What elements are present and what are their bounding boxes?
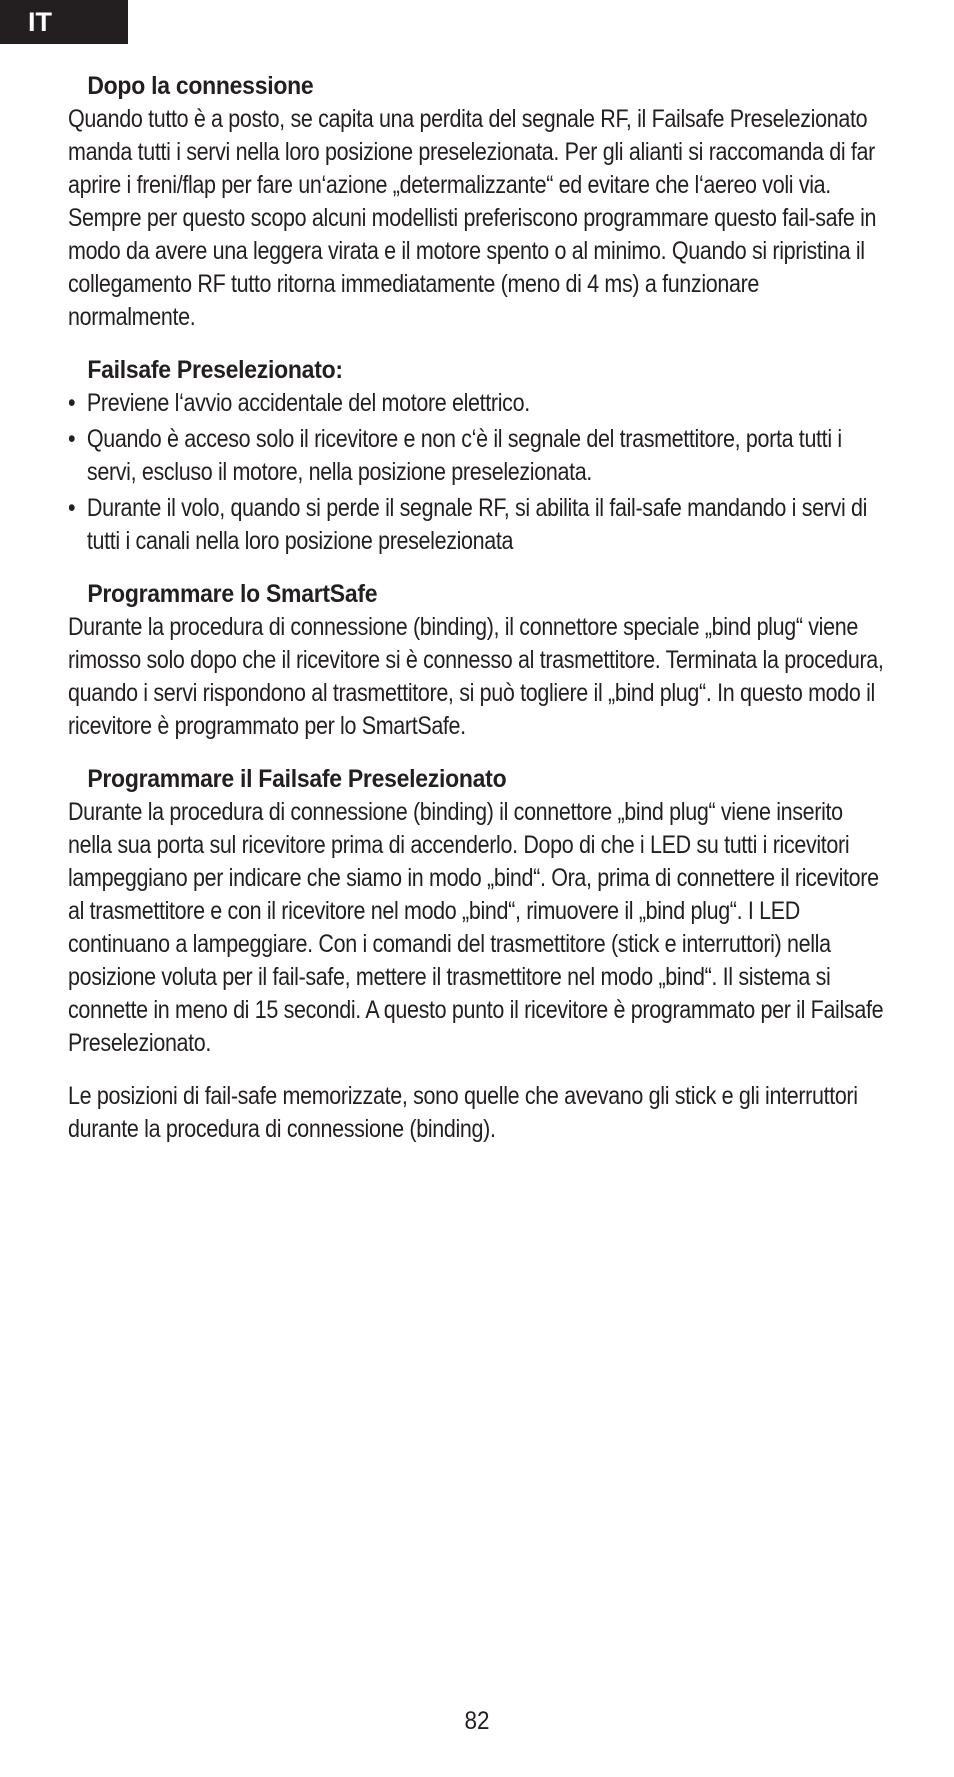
bullet-list xyxy=(68,387,892,558)
list-item xyxy=(68,492,888,558)
list-item xyxy=(68,423,888,489)
paragraph: Quando tutto è a posto, se capita una perdita del segnale RF, il Failsafe Preselezionato manda tutti i servi nella loro posizione preselezionata. Per gli alianti si raccomanda di far aprire i freni/flap per fare un‘azione „determalizzante“ ed evitare che l‘aereo voli via. Sempre per questo scopo alcuni modellisti preferiscono programmare questo fail-safe in modo da avere una leggera virata e il motore spento o al minimo. Quando si ripristina il collegamento RF tutto ritorna immediatamente (meno di 4 ms) a funzionare normalmente. xyxy=(68,105,877,331)
paragraph: Durante la procedura di connessione (binding), il connettore speciale „bind plug“ viene rimosso solo dopo che il ricevitore si è connesso al trasmettitore. Terminata la procedura, quando i servi rispondono al trasmettitore, si può togliere il „bind plug“. In questo modo il ricevitore è programmato per lo SmartSafe. xyxy=(68,613,884,740)
list-item-text: Durante il volo, quando si perde il segnale RF, si abilita il fail-safe mandando i servi di tutti i canali nella loro posizione preselezionata xyxy=(86,494,868,555)
list-item-text: Quando è acceso solo il ricevitore e non c‘è il segnale del trasmettitore, porta tutti i servi, escluso il motore, nella posizione preselezionata. xyxy=(86,425,842,486)
section-dopo-la-connessione xyxy=(68,70,892,334)
section-heading: Programmare lo SmartSafe xyxy=(87,580,378,608)
section-programmare-failsafe xyxy=(68,763,892,1146)
paragraph: Durante la procedura di connessione (binding) il connettore „bind plug“ viene inserito nella sua porta sul ricevitore prima di accenderlo. Dopo di che i LED su tutti i ricevitori lampeggiano per indicare che siamo in modo „bind“. Ora, prima di connettere il ricevitore al trasmettitore e con il ricevitore nel modo „bind“, rimuovere il „bind plug“. I LED continuano a lampeggiare. Con i comandi del trasmettitore (stick e interruttori) nella posizione voluta per il fail-safe, mettere il trasmettitore nel modo „bind“. Il sistema si connette in meno di 15 secondi. A questo punto il ricevitore è programmato per il Failsafe Preselezionato. xyxy=(68,798,884,1057)
section-heading: Programmare il Failsafe Preselezionato xyxy=(87,765,507,793)
bullet-icon: • xyxy=(68,425,76,453)
paragraph: Le posizioni di fail-safe memorizzate, sono quelle che avevano gli stick e gli interruttori durante la procedura di connessione (binding). xyxy=(68,1082,858,1143)
section-programmare-smartsafe xyxy=(68,578,892,743)
section-failsafe-preselezionato xyxy=(68,354,892,558)
section-heading: Dopo la connessione xyxy=(87,72,314,100)
page-number: 82 xyxy=(464,1707,490,1735)
section-heading: Failsafe Preselezionato: xyxy=(87,356,343,384)
list-item-text: Previene l‘avvio accidentale del motore elettrico. xyxy=(86,389,530,417)
language-tab: IT xyxy=(0,0,128,44)
bullet-icon: • xyxy=(68,494,76,522)
list-item xyxy=(68,387,888,420)
bullet-icon: • xyxy=(68,389,76,417)
document-body xyxy=(68,70,892,1166)
